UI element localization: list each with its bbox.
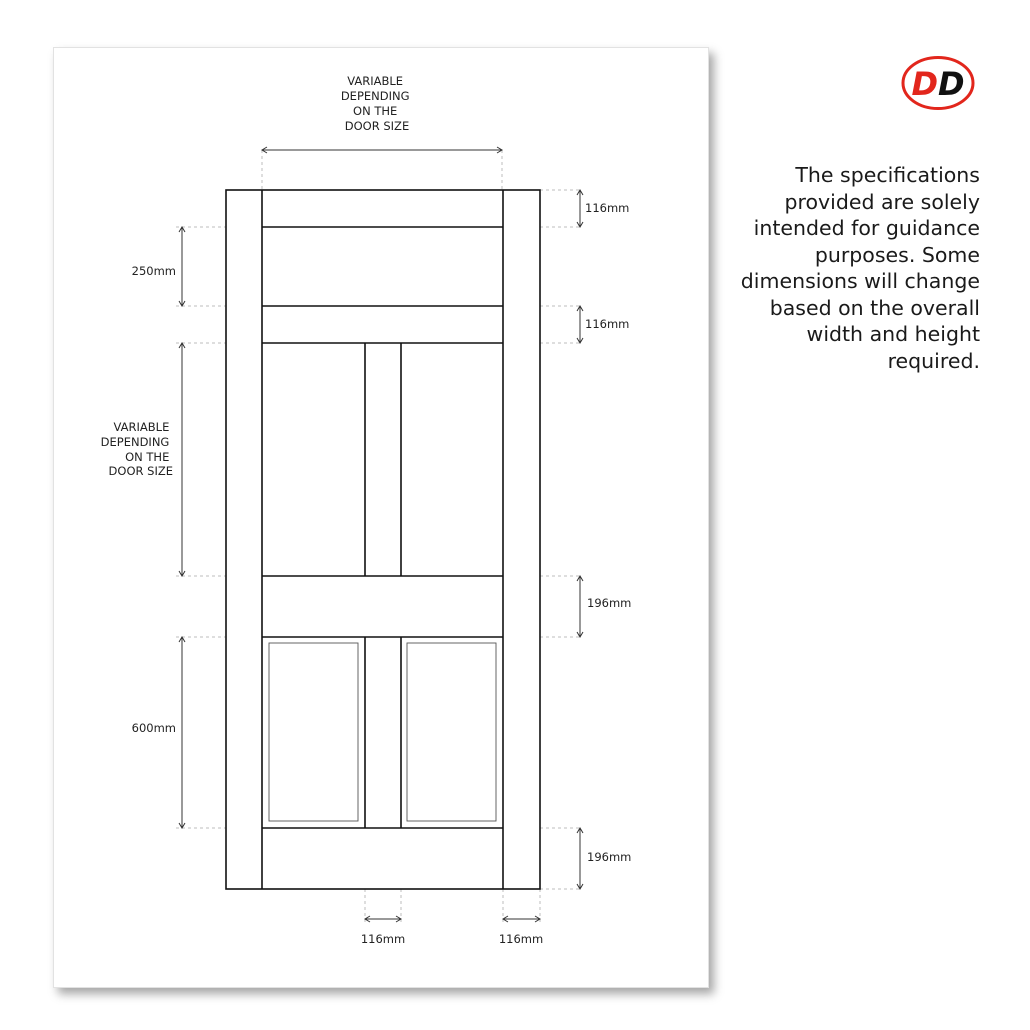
muntin-width-label: 116mm — [360, 932, 406, 946]
bottom-rail-label: 196mm — [587, 850, 632, 864]
extension-lines — [176, 150, 582, 924]
dd-logo — [900, 55, 976, 111]
door-outline — [226, 190, 540, 889]
top-rail-label: 116mm — [585, 201, 630, 215]
lock-rail-label: 196mm — [587, 596, 632, 610]
stile-width-label: 116mm — [498, 932, 544, 946]
frieze-rail-label: 116mm — [585, 317, 630, 331]
bottom-panel-height-label: 600mm — [131, 721, 176, 735]
dimension-arrows — [179, 147, 583, 922]
top-width-label: VARIABLE DEPENDING ON THE DOOR SIZE — [340, 74, 410, 133]
raised-panel-insets — [269, 643, 496, 821]
top-panel-height-label: 250mm — [131, 264, 176, 278]
specification-note: The specifications provided are solely intended for guidance purposes. Some dimensions will change based on the overall width and height required. — [740, 163, 980, 373]
middle-panel-height-label: VARIABLE DEPENDING ON THE DOOR SIZE — [100, 420, 173, 478]
logo-text: DD — [911, 65, 965, 103]
